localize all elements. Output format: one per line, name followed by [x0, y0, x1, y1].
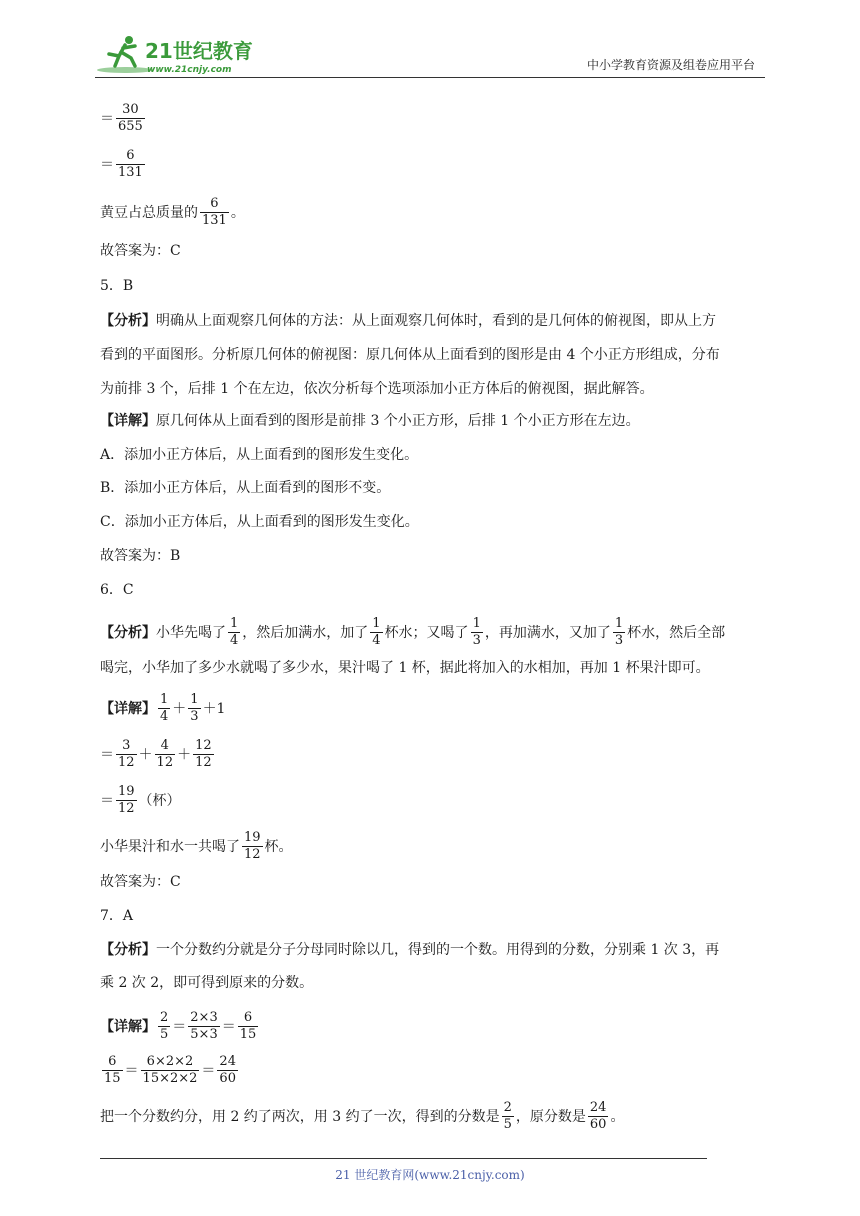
q5-analysis-l3: 为前排 3 个，后排 1 个在左边，依次分析每个选项添加小正方体后的俯视图，据此解答。 [100, 381, 654, 397]
q4-conclusion: 黄豆占总质量的 $\frac{6}{131}$ 。 [100, 196, 245, 228]
q7-eq1: $\frac{6}{15}$ ＝ $\frac{6\times 2\times 2}{15\times 2\times 2}$ ＝ $\frac{24}{60}$ [104, 1054, 236, 1086]
q5-answer: 故答案为：B [100, 548, 181, 564]
q6-analysis-l1: 【分析】小华先喝了 $\frac{1}{4}$ ，然后加满水，加了 $\frac{1}{4}$ 杯水；又喝了 $\frac{1}{3}$ ，再加满水，又加了 $\frac{1}{3}$ 杯水，然后全部 [100, 616, 726, 648]
q5-detail: 【详解】原几何体从上面看到的图形是前排 3 个小正方形，后排 1 个小正方形在左边。 [100, 413, 640, 429]
q6-conclusion: 小华果汁和水一共喝了 $\frac{19}{12}$ 杯。 [100, 830, 293, 862]
q4-answer: 故答案为：C [100, 243, 181, 259]
logo-21cnjy-icon [95, 32, 265, 76]
q7-detail: 【详解】 $\frac{2}{5}$ ＝ $\frac{2\times 3}{5\times 3}$ ＝ $\frac{6}{15}$ [100, 1010, 257, 1042]
q5-option-b: B．添加小正方体后，从上面看到的图形不变。 [100, 480, 391, 496]
q7-analysis-l2: 乘 2 次 2，即可得到原来的分数。 [100, 975, 314, 991]
platform-title: 中小学教育资源及组卷应用平台 [586, 58, 755, 72]
q7-analysis-l1: 【分析】一个分数约分就是分子分母同时除以几，得到的一个数。用得到的分数，分别乘 1 次 3，再 [100, 942, 720, 958]
q4-eq2: ＝ $\frac{6}{131}$ [100, 148, 143, 180]
q5-title: 5．B [100, 278, 134, 294]
q6-detail: 【详解】 $\frac{1}{4}$ ＋ $\frac{1}{3}$ ＋1 [100, 692, 226, 724]
q5-analysis-l1: 【分析】明确从上面观察几何体的方法：从上面观察几何体时，看到的是几何体的俯视图，即从上方 [100, 313, 716, 329]
svg-text:www.21cnjy.com: www.21cnjy.com [147, 65, 232, 75]
q5-option-a: A．添加小正方体后，从上面看到的图形发生变化。 [100, 447, 419, 463]
q6-title: 6．C [100, 582, 134, 598]
q6-analysis-l2: 喝完，小华加了多少水就喝了多少水，果汁喝了 1 杯，据此将加入的水相加，再加 1 杯果汁即可。 [100, 660, 710, 676]
q7-title: 7．A [100, 908, 134, 924]
q5-analysis-l2: 看到的平面图形。分析原几何体的俯视图：原几何体从上面看到的图形是由 4 个小正方形组成，分布 [100, 347, 720, 363]
q4-eq1: ＝ $\frac{30}{655}$ [100, 102, 143, 134]
q6-eq2: ＝ $\frac{19}{12}$ （杯） [100, 784, 181, 816]
q6-eq1: ＝ $\frac{3}{12}$ ＋ $\frac{4}{12}$ ＋ $\frac{12}{12}$ [100, 738, 212, 770]
svg-text:21世纪教育: 21世纪教育 [145, 39, 253, 63]
q6-answer: 故答案为：C [100, 874, 181, 890]
footer-divider [100, 1158, 707, 1159]
footer-link[interactable]: 21 世纪教育网(www.21cnjy.com) [335, 1168, 525, 1182]
q5-option-c: C．添加小正方体后，从上面看到的图形发生变化。 [100, 514, 419, 530]
page-header [95, 30, 765, 78]
q7-conclusion: 把一个分数约分，用 2 约了两次，用 3 约了一次，得到的分数是 $\frac{2}{5}$ ，原分数是 $\frac{24}{60}$ 。 [100, 1100, 625, 1132]
